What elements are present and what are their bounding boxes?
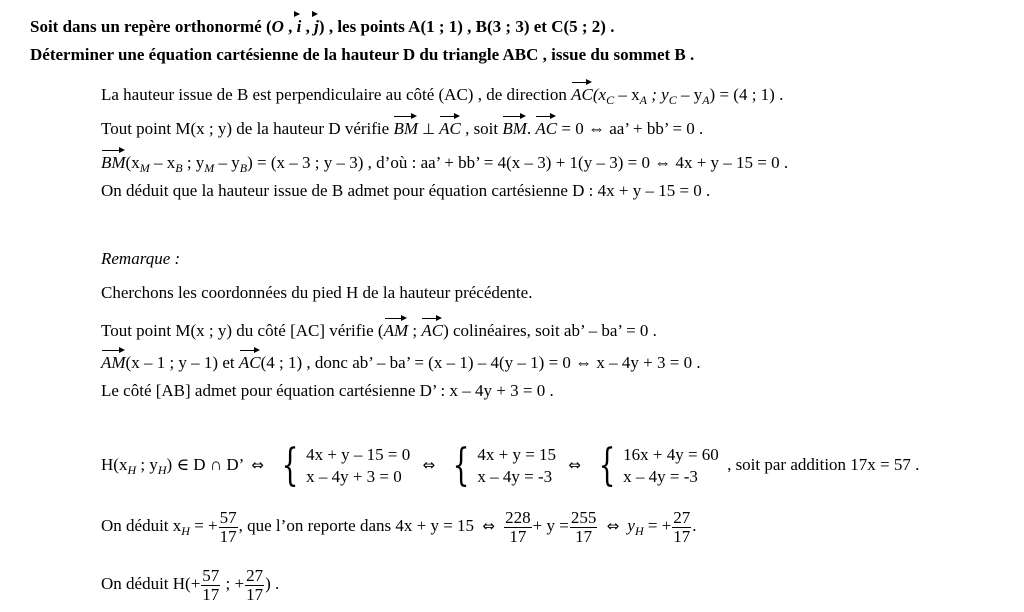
system-line: $H(x_H$ ; $y_H$) ∈ D ∩ D’ ⇔ { 4x + y – 15 = 0 x – 4y + 3 = 0 ⇔ { 4x + y = 15 x – 4y = -3 ⇔ { 16x + 4y = 60 x – 4y = -3 , soit par addition 17x = 57 . — [101, 440, 920, 492]
body-line-2: Tout point M(x ; y) de la hauteur D vérifie BM ⊥ AC , soit BM. AC = 0 ⇔ aa’ + bb’ = 0 . — [101, 112, 703, 140]
body-line-4: On déduit que la hauteur issue de B admet pour équation cartésienne D : 4x + y – 15 = 0 . — [101, 181, 711, 200]
system-3: { 16x + 4y = 60 x – 4y = -3 — [598, 440, 719, 492]
body-line-1: La hauteur issue de B est perpendiculaire au côté (AC) , de direction $AC(x_C - x_A$ ; $y_C - y_A) = (4$ ; 1) . — [101, 78, 783, 111]
remark-line-4: Le côté [AB] admet pour équation cartésienne D’ : x – 4y + 3 = 0 . — [101, 381, 554, 400]
intro-line-1: Soit dans un repère orthonormé (O , i , j) , les points A(1 ; 1) , B(3 ; 3) et C(5 ; 2) . — [30, 10, 614, 38]
result-line-2: On déduit H(+ $\frac{57}{17}$ ; + $\frac{27}{17}$ ) . — [101, 565, 280, 604]
intro-line-2: Déterminer une équation cartésienne de la hauteur D du triangle ABC , issue du sommet B . — [30, 45, 695, 64]
remark-line-3: AM(x – 1 ; y – 1) et AC(4 ; 1) , donc ab’ – ba’ = (x – 1) – 4(y – 1) = 0 ⇔ x – 4y + 3 = 0 . — [101, 346, 701, 374]
remark-line-1: Cherchons les coordonnées du pied H de la hauteur précédente. — [101, 283, 533, 302]
result-line-1: On déduit $x_H$ = + $\frac{57}{17}$ , que l’on reporte dans 4x + y = 15 ⇔ $\frac{228}{17}$ + y = $\frac{255}{17}$ ⇔ $y_H$ = + $\frac{27}{17}$ . — [101, 507, 697, 546]
system-2: { 4x + y = 15 x – 4y = -3 — [452, 440, 557, 492]
remark-title: Remarque : — [101, 249, 181, 268]
remark-line-2: Tout point M(x ; y) du côté [AC] vérifie (AM ; AC) colinéaires, soit ab’ – ba’ = 0 . — [101, 314, 657, 342]
body-line-3: $BM(x_M - x_B$ ; $y_M - y_B) = (x - 3$ ; y – 3) , d’où : aa’ + bb’ = 4(x – 3) + 1(y – 3) = 0 ⇔ 4x + y – 15 = 0 . — [101, 146, 788, 179]
system-1: { 4x + y – 15 = 0 x – 4y + 3 = 0 — [281, 440, 411, 492]
